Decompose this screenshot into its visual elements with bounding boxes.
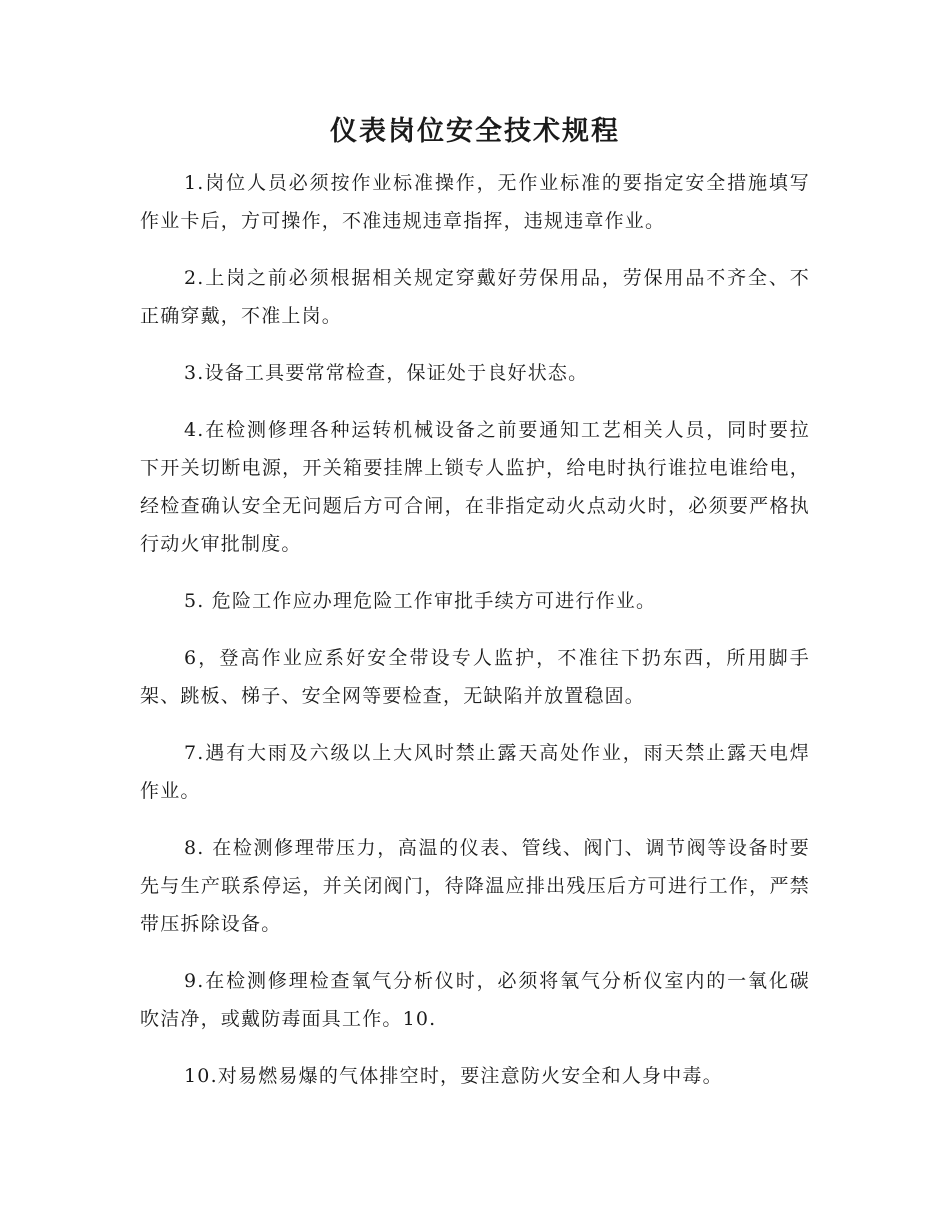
paragraph-3: 3.设备工具要常常检查，保证处于良好状态。 xyxy=(184,362,589,384)
paragraph-1: 1.岗位人员必须按作业标准操作，无作业标准的要指定安全措施填写作业卡后，方可操作，不准违规违章指挥，违规违章作业。 xyxy=(140,172,810,232)
paragraph-5: 5. 危险工作应办理危险工作审批手续方可进行作业。 xyxy=(184,590,657,612)
document-body xyxy=(140,164,810,1114)
paragraph-7: 7.遇有大雨及六级以上大风时禁止露天高处作业，雨天禁止露天电焊作业。 xyxy=(140,742,810,802)
paragraph-10: 10.对易燃易爆的气体排空时，要注意防火安全和人身中毒。 xyxy=(184,1065,723,1087)
document-title: 仪表岗位安全技术规程 xyxy=(330,116,620,147)
paragraph-6: 6，登高作业应系好安全带设专人监护，不准往下扔东西，所用脚手架、跳板、梯子、安全网等要检查，无缺陷并放置稳固。 xyxy=(140,647,810,707)
paragraph-4: 4.在检测修理各种运转机械设备之前要通知工艺相关人员，同时要拉下开关切断电源，开关箱要挂牌上锁专人监护，给电时执行谁拉电谁给电，经检查确认安全无问题后方可合闸，在非指定动火点动火时，必须要严格执行动火审批制度。 xyxy=(140,419,810,555)
paragraph-2: 2.上岗之前必须根据相关规定穿戴好劳保用品，劳保用品不齐全、不正确穿戴，不准上岗。 xyxy=(140,267,810,327)
paragraph-8: 8. 在检测修理带压力，高温的仪表、管线、阀门、调节阀等设备时要先与生产联系停运，并关闭阀门，待降温应排出残压后方可进行工作，严禁带压拆除设备。 xyxy=(140,837,810,935)
paragraph-9: 9.在检测修理检查氧气分析仪时，必须将氧气分析仪室内的一氧化碳吹洁净，或戴防毒面具工作。10. xyxy=(140,970,810,1030)
